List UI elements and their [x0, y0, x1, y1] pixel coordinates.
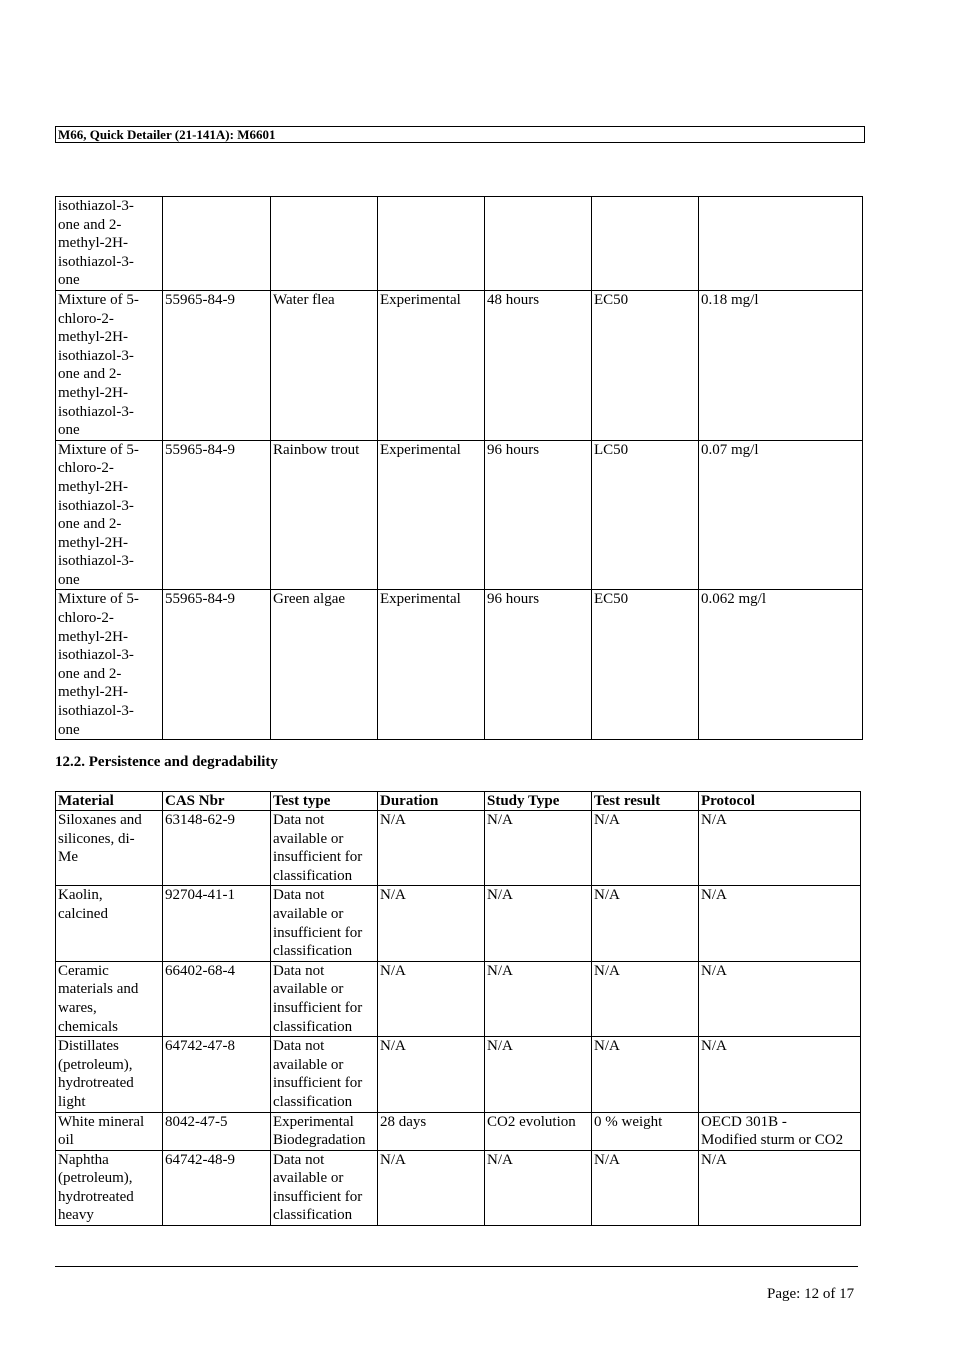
table-cell: Data not available or insufficient for classification	[271, 1150, 378, 1225]
table-cell: 8042-47-5	[163, 1112, 271, 1150]
table-cell: N/A	[378, 961, 485, 1036]
table-row	[56, 290, 863, 440]
table-cell: Experimental	[378, 440, 485, 590]
table-cell	[271, 197, 378, 291]
table-cell: N/A	[378, 811, 485, 886]
table-cell: Data not available or insufficient for classification	[271, 886, 378, 961]
column-header: Duration	[378, 792, 485, 811]
table-cell: Experimental	[378, 590, 485, 740]
table-cell: 92704-41-1	[163, 886, 271, 961]
table-cell: 64742-48-9	[163, 1150, 271, 1225]
table-cell: N/A	[378, 1037, 485, 1112]
table-cell: EC50	[592, 590, 699, 740]
table-cell	[485, 197, 592, 291]
section-title: 12.2. Persistence and degradability	[55, 754, 278, 770]
table-cell: 48 hours	[485, 290, 592, 440]
table-cell: 55965-84-9	[163, 290, 271, 440]
table-cell: Data not available or insufficient for classification	[271, 811, 378, 886]
table-header-row	[56, 792, 861, 811]
table-cell: 96 hours	[485, 440, 592, 590]
table-cell: Ceramic materials and wares, chemicals	[56, 961, 163, 1036]
table-cell: N/A	[699, 1037, 861, 1112]
table-cell	[378, 197, 485, 291]
table-cell: N/A	[699, 811, 861, 886]
table-cell: 0.07 mg/l	[699, 440, 863, 590]
table-cell: 0 % weight	[592, 1112, 699, 1150]
table-row	[56, 590, 863, 740]
table-cell: EC50	[592, 290, 699, 440]
table-cell: N/A	[699, 1150, 861, 1225]
table-cell: N/A	[485, 961, 592, 1036]
column-header: Test result	[592, 792, 699, 811]
table-cell: 0.062 mg/l	[699, 590, 863, 740]
table-row	[56, 811, 861, 886]
footer-divider	[55, 1266, 858, 1267]
table-cell: Rainbow trout	[271, 440, 378, 590]
table-cell	[592, 197, 699, 291]
table-cell: N/A	[485, 811, 592, 886]
table-cell	[699, 197, 863, 291]
table-cell: N/A	[592, 1037, 699, 1112]
table-cell: 0.18 mg/l	[699, 290, 863, 440]
table-row	[56, 197, 863, 291]
table-cell: N/A	[592, 961, 699, 1036]
column-header: Study Type	[485, 792, 592, 811]
page-number: Page: 12 of 17	[767, 1286, 855, 1302]
table-cell: 63148-62-9	[163, 811, 271, 886]
table-cell: N/A	[485, 1150, 592, 1225]
table-cell: 55965-84-9	[163, 590, 271, 740]
table-cell: CO2 evolution	[485, 1112, 592, 1150]
document-header: M66, Quick Detailer (21-141A): M6601	[55, 126, 865, 143]
table-cell: Data not available or insufficient for classification	[271, 961, 378, 1036]
table-cell: Naphtha (petroleum), hydrotreated heavy	[56, 1150, 163, 1225]
table-cell: isothiazol-3- one and 2- methyl-2H- isothiazol-3- one	[56, 197, 163, 291]
table-row	[56, 1112, 861, 1150]
toxicity-table	[55, 196, 863, 740]
table-cell: Experimental Biodegradation	[271, 1112, 378, 1150]
column-header: CAS Nbr	[163, 792, 271, 811]
table-cell: Mixture of 5- chloro-2- methyl-2H- isothiazol-3- one and 2- methyl-2H- isothiazol-3- one	[56, 440, 163, 590]
table-row	[56, 440, 863, 590]
column-header: Protocol	[699, 792, 861, 811]
degradability-table	[55, 791, 861, 1226]
table-cell: Kaolin, calcined	[56, 886, 163, 961]
table-cell: Green algae	[271, 590, 378, 740]
table-row	[56, 961, 861, 1036]
table-cell: 55965-84-9	[163, 440, 271, 590]
table-cell: Siloxanes and silicones, di- Me	[56, 811, 163, 886]
table-cell: N/A	[485, 1037, 592, 1112]
table-cell: Data not available or insufficient for classification	[271, 1037, 378, 1112]
table-row	[56, 1150, 861, 1225]
table-cell: LC50	[592, 440, 699, 590]
table-cell: Mixture of 5- chloro-2- methyl-2H- isothiazol-3- one and 2- methyl-2H- isothiazol-3- one	[56, 290, 163, 440]
table-row	[56, 1037, 861, 1112]
table-cell: N/A	[485, 886, 592, 961]
table-row	[56, 886, 861, 961]
table-cell: 64742-47-8	[163, 1037, 271, 1112]
table-cell: Experimental	[378, 290, 485, 440]
table-cell: OECD 301B - Modified sturm or CO2	[699, 1112, 861, 1150]
table-cell: 96 hours	[485, 590, 592, 740]
table-cell: N/A	[592, 811, 699, 886]
table-cell: N/A	[699, 886, 861, 961]
table-cell: White mineral oil	[56, 1112, 163, 1150]
table-cell: Mixture of 5- chloro-2- methyl-2H- isothiazol-3- one and 2- methyl-2H- isothiazol-3- one	[56, 590, 163, 740]
table-cell: N/A	[378, 1150, 485, 1225]
table-cell	[163, 197, 271, 291]
column-header: Test type	[271, 792, 378, 811]
table-cell: 28 days	[378, 1112, 485, 1150]
column-header: Material	[56, 792, 163, 811]
table-cell: N/A	[699, 961, 861, 1036]
table-cell: Distillates (petroleum), hydrotreated light	[56, 1037, 163, 1112]
table-cell: Water flea	[271, 290, 378, 440]
table-cell: N/A	[592, 886, 699, 961]
table-cell: 66402-68-4	[163, 961, 271, 1036]
table-cell: N/A	[592, 1150, 699, 1225]
table-cell: N/A	[378, 886, 485, 961]
